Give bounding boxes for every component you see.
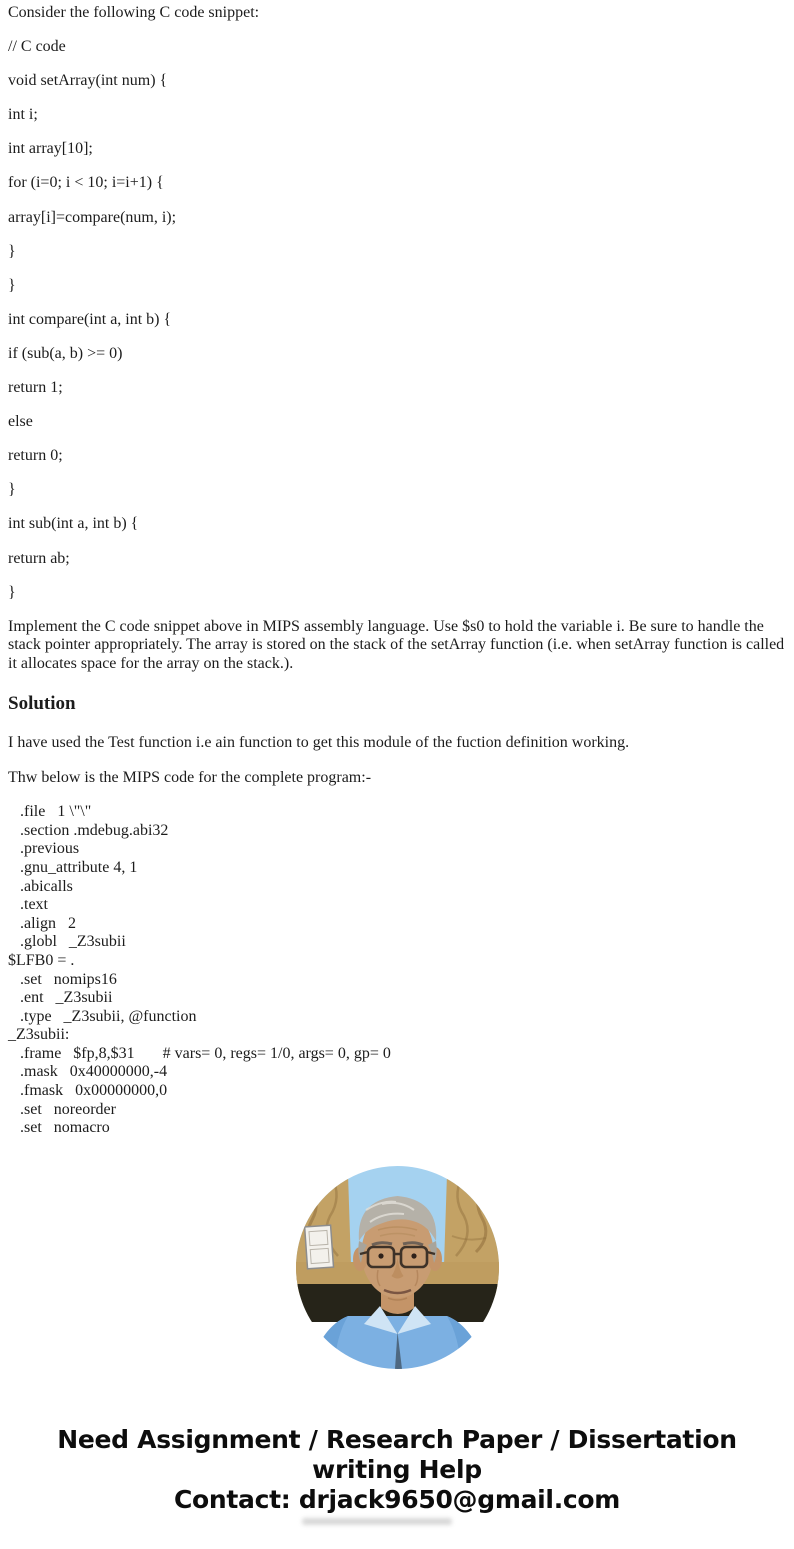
footer-contact-line: Contact: drjack9650@gmail.com <box>173 1484 621 1514</box>
ghost-text-artifact <box>302 1518 452 1525</box>
tutor-photo-illustration <box>296 1166 499 1369</box>
c-code-line: // C code <box>8 38 66 56</box>
c-code-line: } <box>8 242 16 260</box>
solution-intro: I have used the Test function i.e ain function to get this module of the fuction definition working. <box>8 734 630 752</box>
question-section <box>8 4 786 673</box>
mips-code-line: .abicalls <box>8 877 73 895</box>
c-code-line: return 1; <box>8 379 63 397</box>
c-code-line: } <box>8 583 16 601</box>
question-instructions: Implement the C code snippet above in MIPS assembly language. Use $s0 to hold the variable i. Be sure to handle the stack pointer appropriately. The array is stored on the stack of the setArray function (i.e. when setArray function is called it allocates space for the array on the stack.). <box>8 617 785 672</box>
c-code-line: int compare(int a, int b) { <box>8 310 172 328</box>
mips-code-line: .file 1 \"\" <box>8 803 92 821</box>
c-code-line: return 0; <box>8 447 63 465</box>
c-code-line: int array[10]; <box>8 140 93 158</box>
c-code-line: array[i]=compare(num, i); <box>8 208 177 226</box>
mips-code-line: .gnu_attribute 4, 1 <box>8 858 138 876</box>
c-code-line: void setArray(int num) { <box>8 72 168 90</box>
mips-code-line: _Z3subii: <box>8 1026 70 1044</box>
mips-code-line: .fmask 0x00000000,0 <box>8 1082 168 1100</box>
avatar <box>8 1166 786 1374</box>
mips-code-line: .set nomips16 <box>8 970 117 988</box>
mips-code-line: .section .mdebug.abi32 <box>8 821 169 839</box>
solution-heading: Solution <box>8 693 76 715</box>
c-code-line: return ab; <box>8 549 70 567</box>
mips-code-line: .globl _Z3subii <box>8 933 126 951</box>
mips-code-line: .align 2 <box>8 914 76 932</box>
mips-code-line: .text <box>8 896 48 914</box>
mips-code-line: .mask 0x40000000,-4 <box>8 1063 168 1081</box>
mips-code-line: .type _Z3subii, @function <box>8 1007 197 1025</box>
solution-intro: Thw below is the MIPS code for the complete program:- <box>8 768 372 786</box>
c-code-line: } <box>8 276 16 294</box>
c-code-line: int i; <box>8 106 38 124</box>
c-code-line: for (i=0; i < 10; i=i+1) { <box>8 174 164 192</box>
mips-code-line: $LFB0 = . <box>8 951 75 969</box>
footer-banner <box>8 1425 786 1525</box>
mips-code-line: .previous <box>8 840 80 858</box>
solution-section <box>8 734 786 1137</box>
footer-line: writing Help <box>312 1454 482 1484</box>
mips-code-line: .set nomacro <box>8 1119 110 1137</box>
mips-code-block <box>8 803 786 1138</box>
mips-code-line: .ent _Z3subii <box>8 989 113 1007</box>
footer-line: Need Assignment / Research Paper / Dissertation <box>57 1424 737 1454</box>
c-code-line: if (sub(a, b) >= 0) <box>8 344 123 362</box>
mips-code-line: .set noreorder <box>8 1100 116 1118</box>
c-code-line: else <box>8 413 33 431</box>
mips-code-line: .frame $fp,8,$31 # vars= 0, regs= 1/0, args= 0, gp= 0 <box>8 1044 391 1062</box>
c-code-line: } <box>8 481 16 499</box>
c-code-line: int sub(int a, int b) { <box>8 515 139 533</box>
question-line: Consider the following C code snippet: <box>8 4 260 21</box>
